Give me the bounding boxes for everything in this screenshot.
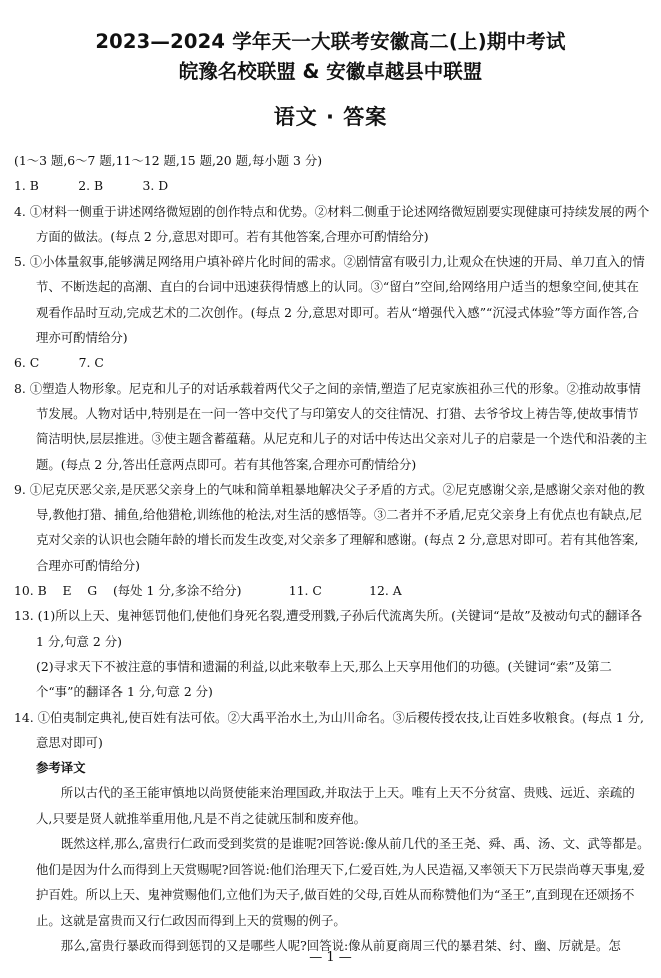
answer-q10-12: 10. B E G (每处 1 分,多涂不给分) 11. C 12. A <box>14 583 402 599</box>
translation-paragraph: 既然这样,那么,富贵行仁政而受到奖赏的是谁呢?回答说:像从前几代的圣王尧、舜、禹、汤、文、武等都是。他们是因为什么而得到上天赏赐呢?回答说:他们治理天下,仁爱百姓,为人民造福,又率领天下万民崇尚尊天事鬼,爱护百姓。所以上天、鬼神赏赐他们,立他们为天子,做百姓的父母,百姓从而称赞他们为“圣王”,直到现在还颂扬不止。这就是富贵而又行仁政因而得到上天的赏赐的例子。 <box>36 836 650 928</box>
answer-q1-3: 1. B 2. B 3. D <box>14 178 169 194</box>
answer-q4: 4. ①材料一侧重于讲述网络微短剧的创作特点和优势。②材料二侧重于论述网络微短剧要实现健康可持续发展的两个方面的做法。(每点 2 分,意思对即可。若有其他答案,合理亦可酌情给分) <box>14 203 650 244</box>
answer-q6-7: 6. C 7. C <box>14 355 104 371</box>
exam-title: 2023—2024 学年天一大联考安徽高二(上)期中考试 <box>95 30 566 53</box>
answer-q14: 14. ①伯夷制定典礼,使百姓有法可依。②大禹平治水土,为山川命名。③后稷传授农技,让百姓多收粮食。(每点 1 分,意思对即可) <box>14 709 644 750</box>
answer-q5: 5. ①小体量叙事,能够满足网络用户填补碎片化时间的需求。②剧情富有吸引力,让观众在快速的开局、单刀直入的情节、不断迭起的高潮、直白的台词中迅速获得情感上的认同。③“留白”空间,给网络用户适当的想象空间,使其在观看作品时互动,完成艺术的二次创作。(每点 2 分,意思对即可。若从“增强代入感”“沉浸式体验”等方面作答,合理亦可酌情给分) <box>14 254 645 346</box>
answer-content <box>14 148 650 959</box>
reference-translation-heading: 参考译文 <box>36 760 86 776</box>
answer-q13-1: 13. (1)所以上天、鬼神惩罚他们,使他们身死名裂,遭受刑戮,子孙后代流离失所。(关键词“是故”及被动句式的翻译各 1 分,句意 2 分) <box>14 608 643 649</box>
answer-q9: 9. ①尼克厌恶父亲,是厌恶父亲身上的气味和简单粗暴地解决父子矛盾的方式。②尼克感谢父亲,是感谢父亲对他的教导,教他打猎、捕鱼,给他猎枪,训练他的枪法,对生活的感悟等。③二者并不矛盾,尼克父亲身上有优点也有缺点,尼克对父亲的认识也会随年龄的增长而发生改变,对父亲多了理解和感谢。(每点 2 分,意思对即可。若有其他答案,合理亦可酌情给分) <box>14 481 645 573</box>
exam-alliance-title: 皖豫名校联盟 & 安徽卓越县中联盟 <box>178 60 483 83</box>
subject-title: 语文 · 答案 <box>273 105 388 129</box>
answer-q13-2: (2)寻求天下不被注意的事情和遗漏的利益,以此来敬奉上天,那么上天享用他们的功德。(关键词“索”及第二个“事”的翻译各 1 分,句意 2 分) <box>36 658 612 700</box>
translation-paragraph: 那么,富贵行暴政而得到惩罚的又是哪些人呢?回答说:像从前夏商周三代的暴君桀、纣、幽、厉就是。怎 <box>60 938 621 954</box>
answer-q8: 8. ①塑造人物形象。尼克和儿子的对话承载着两代父子之间的亲情,塑造了尼克家族祖孙三代的形象。②推动故事情节发展。人物对话中,特别是在一问一答中交代了与印第安人的交往情况、打猎、去爷爷坟上祷告等,使故事情节简洁明快,层层推进。③使主题含蓄蕴藉。从尼克和儿子的对话中传达出父亲对儿子的启蒙是一个迭代和沿袭的主题。(每点 2 分,答出任意两点即可。若有其他答案,合理亦可酌情给分) <box>14 380 648 472</box>
scoring-note: (1～3 题,6～7 题,11～12 题,15 题,20 题,每小题 3 分) <box>14 153 323 168</box>
translation-paragraph: 所以古代的圣王能审慎地以尚贤使能来治理国政,并取法于上天。唯有上天不分贫富、贵贱、远近、亲疏的人,只要是贤人就推举重用他,凡是不肖之徒就压制和废弃他。 <box>36 785 635 826</box>
page-number: — 1 — <box>309 950 352 965</box>
